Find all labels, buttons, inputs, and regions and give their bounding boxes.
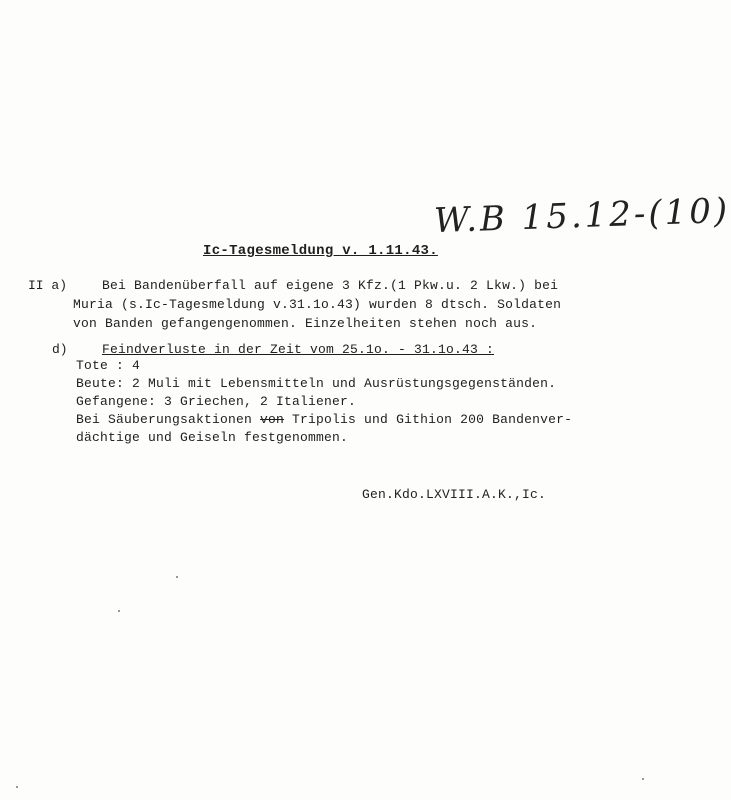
scan-speck (176, 576, 178, 578)
line-4-end: Tripolis und Githion 200 Bandenver- (284, 412, 573, 427)
scan-speck (118, 610, 120, 612)
signature-block: Gen.Kdo.LXVIII.A.K.,Ic. (362, 487, 547, 502)
line-4-start: Bei Säuberungsaktionen (76, 412, 261, 427)
section-a-line-2: Muria (s.Ic-Tagesmeldung v.31.1o.43) wurden 8 dtsch. Soldaten (73, 297, 562, 312)
section-d-line-5: dächtige und Geiseln festgenommen. (76, 430, 349, 445)
section-d-line-4 (76, 412, 572, 427)
scan-speck (642, 778, 644, 780)
section-d-heading: Feindverluste in der Zeit vom 25.1o. - 31.1o.43 : (102, 342, 495, 357)
section-a-line-3: von Banden gefangengenommen. Einzelheiten stehen noch aus. (73, 316, 538, 331)
section-a-label: II a) (28, 278, 68, 293)
struck-word: von (260, 412, 285, 427)
scan-speck (16, 786, 18, 788)
section-d-line-2: Beute: 2 Muli mit Lebensmitteln und Ausrüstungsgegenständen. (76, 376, 557, 391)
section-d-line-1: Tote : 4 (76, 358, 141, 373)
section-d-label: d) (52, 342, 68, 357)
section-a-line-1: Bei Bandenüberfall auf eigene 3 Kfz.(1 Pkw.u. 2 Lkw.) bei (102, 278, 559, 293)
section-d-line-3: Gefangene: 3 Griechen, 2 Italiener. (76, 394, 357, 409)
report-title: Ic-Tagesmeldung v. 1.11.43. (203, 243, 438, 259)
handwritten-reference: W.B 15.12-(10) (433, 190, 731, 242)
